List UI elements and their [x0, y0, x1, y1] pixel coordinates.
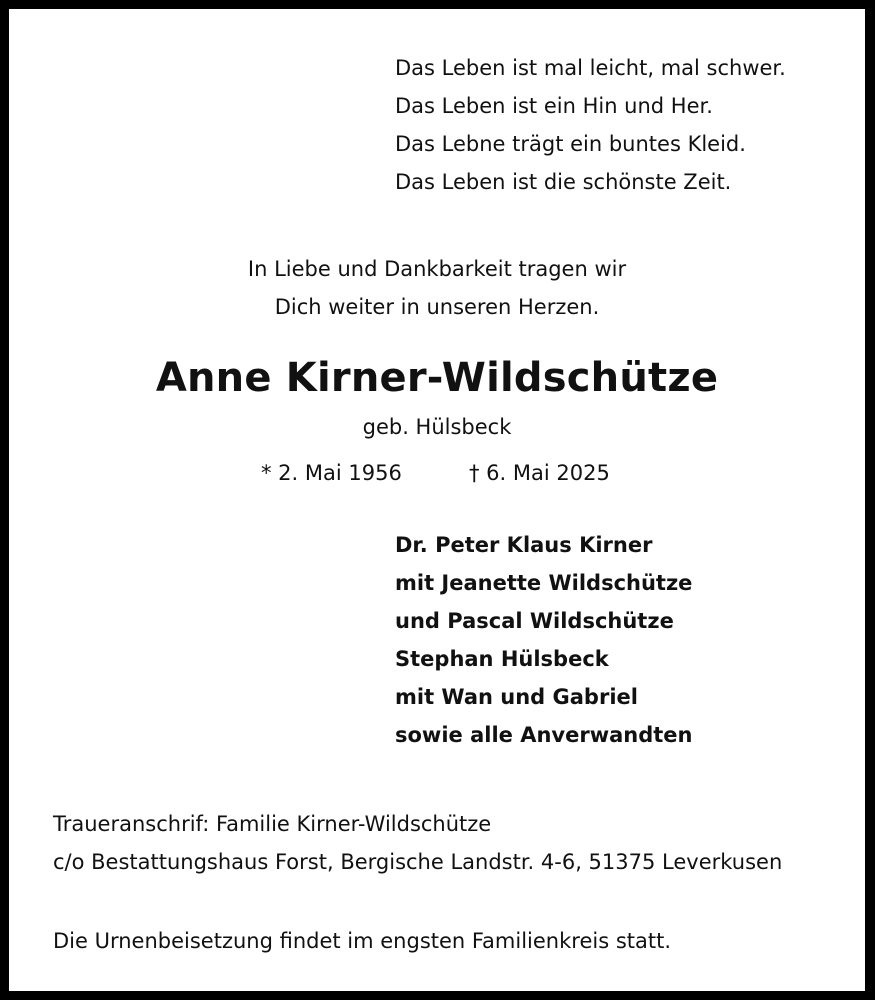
poem-line: Das Leben ist ein Hin und Her.: [395, 94, 713, 118]
dedication-line: Dich weiter in unseren Herzen.: [274, 295, 600, 319]
mourner-line: mit Wan und Gabriel: [395, 685, 638, 709]
dedication-line: In Liebe und Dankbarkeit tragen wir: [247, 257, 627, 281]
mourner-line: mit Jeanette Wildschütze: [395, 571, 693, 595]
poem-line: Das Lebne trägt ein buntes Kleid.: [395, 132, 746, 156]
poem-line: Das Leben ist mal leicht, mal schwer.: [395, 56, 786, 80]
death-date: † 6. Mai 2025: [469, 461, 610, 485]
mourner-line: Dr. Peter Klaus Kirner: [395, 533, 653, 557]
address-line: c/o Bestattungshaus Forst, Bergische Landstr. 4-6, 51375 Leverkusen: [53, 850, 783, 874]
birth-name: geb. Hülsbeck: [362, 415, 512, 439]
address-line: Traueranschrif: Familie Kirner-Wildschütze: [53, 812, 492, 836]
mourner-line: Stephan Hülsbeck: [395, 647, 609, 671]
mourner-line: und Pascal Wildschütze: [395, 609, 674, 633]
birth-date: * 2. Mai 1956: [261, 461, 402, 485]
obituary-notice: [9, 9, 865, 991]
mourner-line: sowie alle Anverwandten: [395, 723, 693, 747]
poem-line: Das Leben ist die schönste Zeit.: [395, 170, 732, 194]
deceased-name: Anne Kirner-Wildschütze: [155, 355, 719, 401]
burial-note: Die Urnenbeisetzung findet im engsten Familienkreis statt.: [53, 929, 672, 953]
